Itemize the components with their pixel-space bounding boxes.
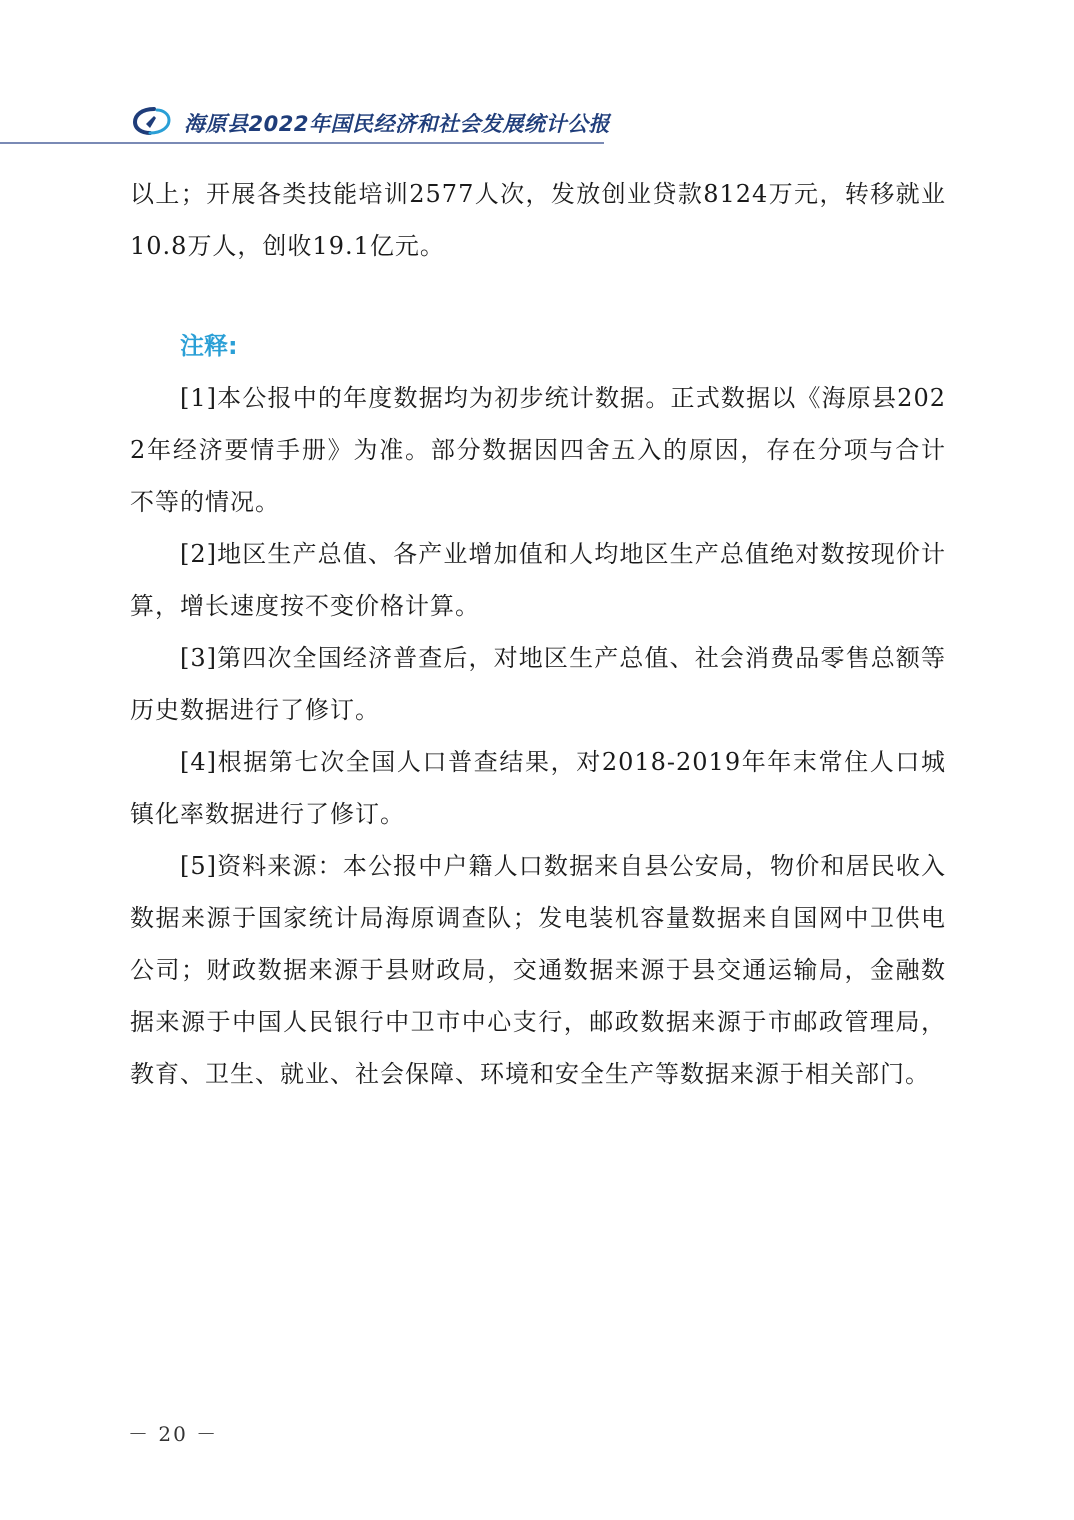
note-item-5: [5]资料来源：本公报中户籍人口数据来自县公安局，物价和居民收入数据来源于国家统计局海原调查队；发电装机容量数据来自国网中卫供电公司；财政数据来源于县财政局，交通数据来源于县交通运输局，金融数据来源于中国人民银行中卫市中心支行，邮政数据来源于市邮政管理局，教育、卫生、就业、社会保障、环境和安全生产等数据来源于相关部门。 [130, 852, 946, 1088]
note-item-3: [3]第四次全国经济普查后，对地区生产总值、社会消费品零售总额等历史数据进行了修订。 [130, 644, 946, 724]
note-item-1: [1]本公报中的年度数据均为初步统计数据。正式数据以《海原县2022年经济要情手册》为准。部分数据因四舍五入的原因，存在分项与合计不等的情况。 [130, 384, 946, 516]
page-number: － 20 － [128, 1422, 219, 1446]
page-content [130, 168, 946, 1100]
continued-paragraph: 以上；开展各类技能培训2577人次，发放创业贷款8124万元，转移就业10.8万人，创收19.1亿元。 [130, 180, 946, 260]
page-header [0, 100, 610, 144]
header-divider [0, 142, 604, 144]
note-item-2: [2]地区生产总值、各产业增加值和人均地区生产总值绝对数按现价计算，增长速度按不变价格计算。 [130, 540, 946, 620]
notes-heading: 注释: [180, 332, 238, 360]
header-title: 海原县2022年国民经济和社会发展统计公报 [184, 112, 610, 136]
bulletin-logo-icon [132, 106, 172, 136]
note-item-4: [4]根据第七次全国人口普查结果，对2018-2019年年末常住人口城镇化率数据进行了修订。 [130, 748, 946, 828]
